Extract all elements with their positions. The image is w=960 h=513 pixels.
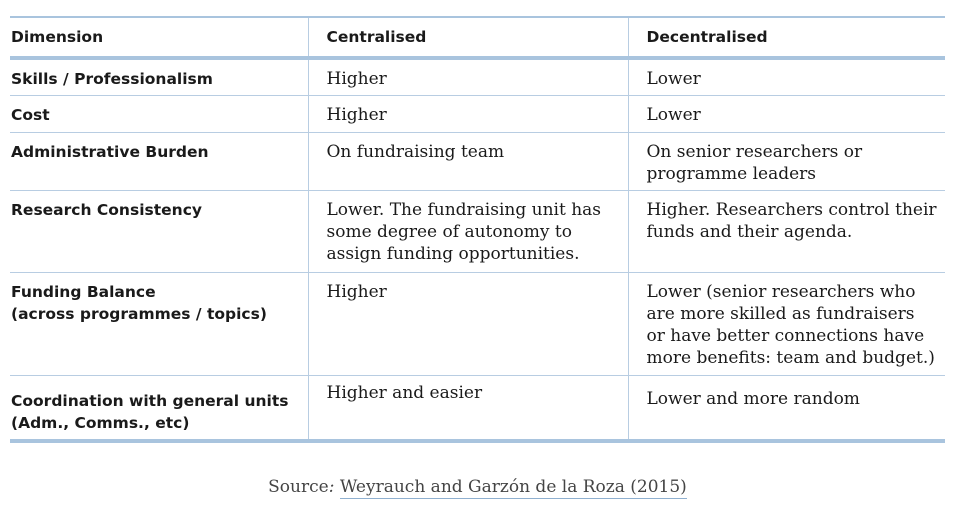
cell-line: Higher xyxy=(326,104,387,125)
comparison-table-container xyxy=(10,16,945,443)
cell-line: Lower and more random xyxy=(646,388,860,409)
centralised-cell xyxy=(308,375,628,441)
cell-line: On fundraising team xyxy=(326,141,505,162)
cell-line: assign funding opportunities. xyxy=(326,243,580,264)
dimension-cell xyxy=(10,190,308,272)
cell-line: or have better connections have xyxy=(646,325,925,346)
decentralised-cell xyxy=(628,95,945,132)
dimension-cell xyxy=(10,132,308,190)
table-row xyxy=(10,58,945,95)
decentralised-cell xyxy=(628,132,945,190)
header-decentralised: Decentralised xyxy=(628,17,945,58)
centralised-cell xyxy=(308,95,628,132)
cell-line: Research Consistency xyxy=(11,200,202,219)
cell-line: Funding Balance xyxy=(11,282,156,301)
dimension-cell xyxy=(10,58,308,95)
table-row xyxy=(10,132,945,190)
cell-line: (Adm., Comms., etc) xyxy=(11,413,190,432)
cell-line: Cost xyxy=(11,105,50,124)
dimension-cell xyxy=(10,375,308,441)
table-row xyxy=(10,375,945,441)
centralised-cell xyxy=(308,190,628,272)
cell-line: more benefits: team and budget.) xyxy=(646,347,935,368)
centralised-cell xyxy=(308,272,628,375)
caption-separator: : xyxy=(328,477,340,497)
dimension-cell xyxy=(10,272,308,375)
caption-prefix: Source xyxy=(268,477,329,497)
cell-line: funds and their agenda. xyxy=(646,221,853,242)
cell-line: some degree of autonomy to xyxy=(326,221,572,242)
cell-line: programme leaders xyxy=(646,163,817,184)
source-citation-link[interactable]: Weyrauch and Garzón de la Roza (2015) xyxy=(339,477,687,497)
centralised-cell xyxy=(308,58,628,95)
cell-line: Coordination with general units xyxy=(11,391,289,410)
cell-line: (across programmes / topics) xyxy=(11,304,267,323)
table-caption xyxy=(0,477,955,497)
cell-line: are more skilled as fundraisers xyxy=(646,303,915,324)
cell-line: Skills / Professionalism xyxy=(11,70,213,88)
decentralised-cell xyxy=(628,375,945,441)
decentralised-cell xyxy=(628,58,945,95)
cell-line: Administrative Burden xyxy=(11,142,209,161)
cell-line: On senior researchers or xyxy=(646,141,863,162)
dimension-cell xyxy=(10,95,308,132)
table-row xyxy=(10,190,945,272)
centralised-cell xyxy=(308,132,628,190)
table-row xyxy=(10,272,945,375)
cell-line: Higher xyxy=(326,281,387,302)
cell-line: Lower xyxy=(646,104,701,125)
decentralised-cell xyxy=(628,272,945,375)
header-centralised: Centralised xyxy=(308,17,628,58)
decentralised-cell xyxy=(628,190,945,272)
cell-line: Higher xyxy=(326,69,387,89)
cell-line: Lower. The fundraising unit has xyxy=(326,199,601,220)
cell-line: Higher. Researchers control their xyxy=(646,199,937,220)
cell-line: Lower (senior researchers who xyxy=(646,281,916,302)
comparison-table xyxy=(10,16,945,443)
cell-line: Lower xyxy=(646,69,701,89)
cell-line: Higher and easier xyxy=(326,382,483,403)
table-header-row xyxy=(10,17,945,58)
header-dimension: Dimension xyxy=(11,28,104,46)
table-row xyxy=(10,95,945,132)
